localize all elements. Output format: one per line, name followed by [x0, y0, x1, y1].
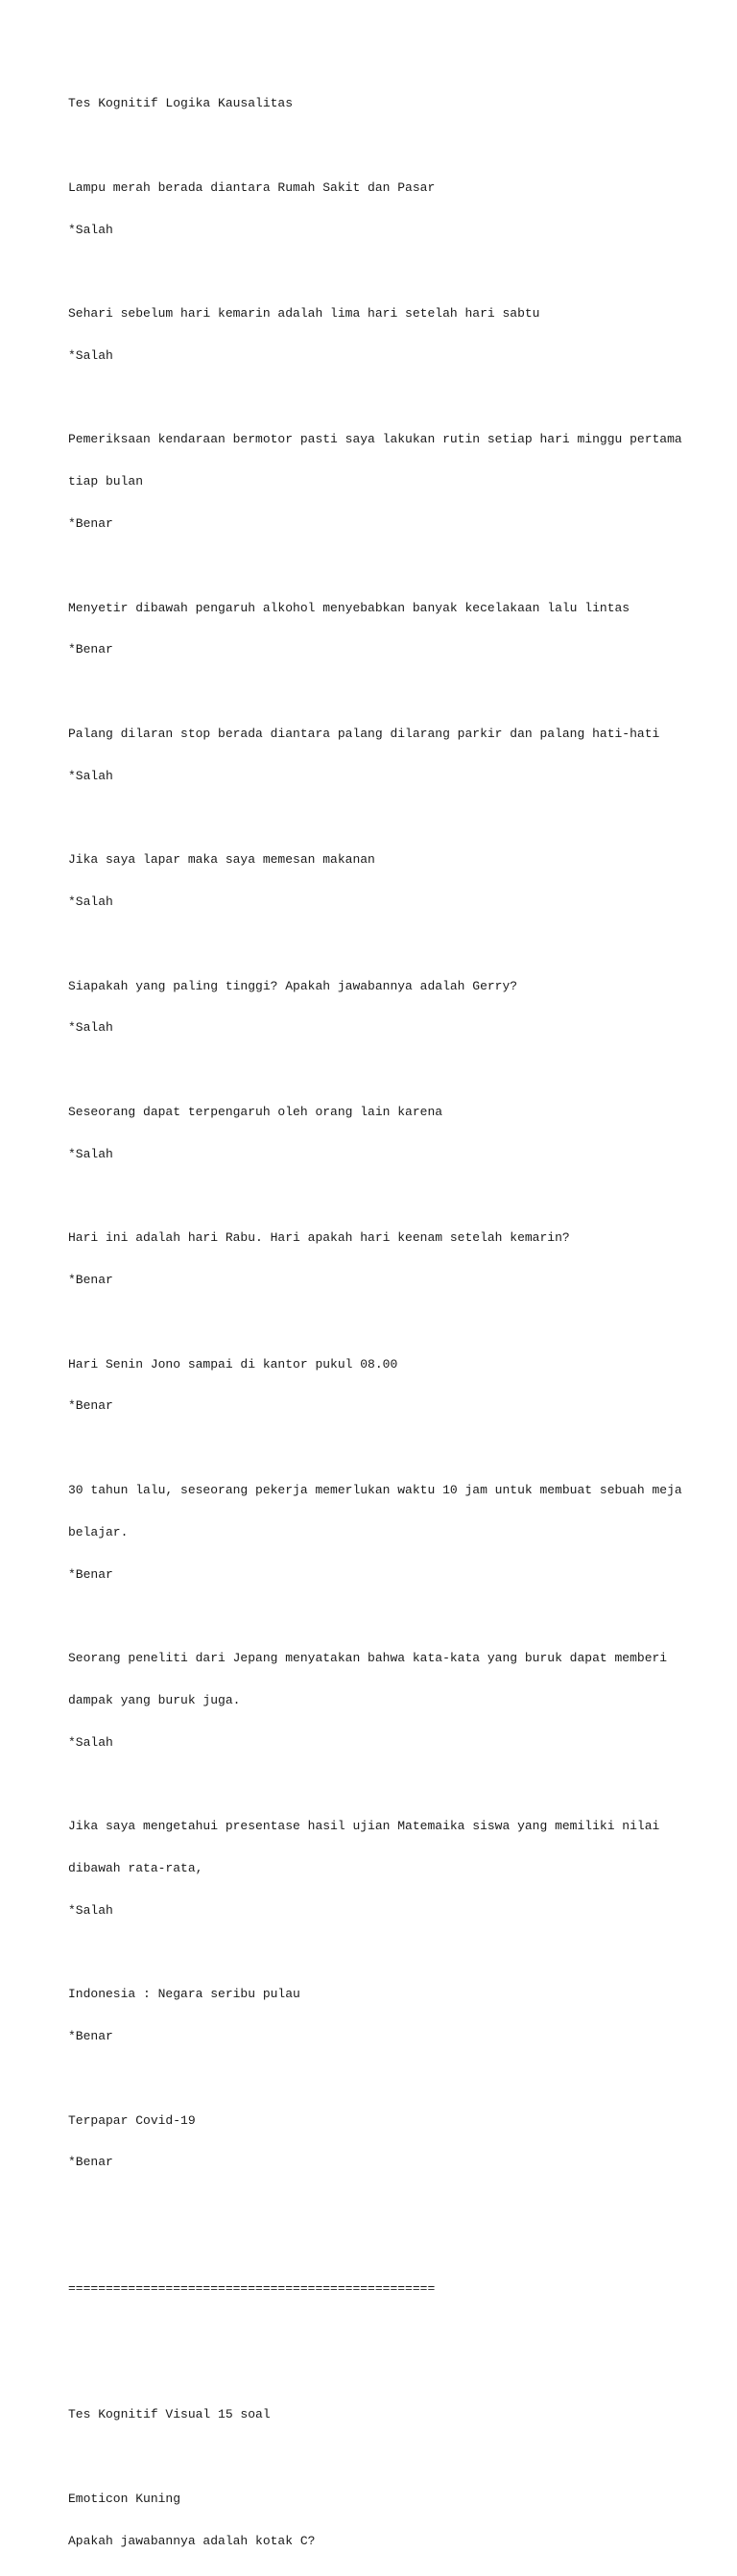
- answer-text: *Salah: [68, 894, 113, 910]
- blank-line: [68, 1610, 682, 1624]
- question-text: Menyetir dibawah pengaruh alkohol menyebabkan banyak kecelakaan lalu lintas: [68, 600, 630, 615]
- answer-text: *Benar: [68, 2155, 113, 2170]
- answer-text: *Benar: [68, 1566, 113, 1582]
- blank-line: [68, 392, 682, 406]
- blank-line: [68, 2325, 682, 2339]
- question-text: Jika saya mengetahui presentase hasil ujian Matemaika siswa yang memiliki nilai: [68, 1819, 660, 1834]
- question-text: Apakah jawabannya adalah kotak C?: [68, 2533, 316, 2548]
- answer-text: *Benar: [68, 516, 113, 531]
- answer-text: *Benar: [68, 1398, 113, 1414]
- question-text: Seorang peneliti dari Jepang menyatakan bahwa kata-kata yang buruk dapat memberi: [68, 1651, 668, 1666]
- question-text: Pemeriksaan kendaraan bermotor pasti saya lakukan rutin setiap hari minggu pertama: [68, 432, 682, 447]
- question-text: Sehari sebelum hari kemarin adalah lima hari setelah hari sabtu: [68, 306, 540, 322]
- blank-line: [68, 1442, 682, 1456]
- answer-text: *Salah: [68, 768, 113, 783]
- question-text: Jika saya lapar maka saya memesan makanan: [68, 852, 375, 868]
- question-text: Emoticon Kuning: [68, 2491, 181, 2506]
- blank-line: [68, 560, 682, 574]
- question-text: Siapakah yang paling tinggi? Apakah jawabannya adalah Gerry?: [68, 978, 518, 993]
- blank-line: [68, 1777, 682, 1792]
- blank-line: [68, 1063, 682, 1078]
- question-text: Terpapar Covid-19: [68, 2112, 196, 2128]
- section-title: Tes Kognitif Logika Kausalitas: [68, 96, 294, 111]
- blank-line: [68, 1946, 682, 1961]
- question-text: Seseorang dapat terpengaruh oleh orang lain karena: [68, 1104, 443, 1119]
- question-text: 30 tahun lalu, seseorang pekerja memerlukan waktu 10 jam untuk membuat sebuah meja: [68, 1482, 682, 1497]
- answer-text: *Salah: [68, 222, 113, 237]
- question-text-continued: belajar.: [68, 1524, 129, 1539]
- blank-line: [68, 265, 682, 279]
- blank-line: [68, 2072, 682, 2087]
- blank-line: [68, 2198, 682, 2212]
- answer-text: *Benar: [68, 2029, 113, 2044]
- document-text: [68, 69, 682, 2576]
- answer-text: *Salah: [68, 1734, 113, 1750]
- blank-line: [68, 938, 682, 952]
- answer-text: *Salah: [68, 1020, 113, 1036]
- question-text: Lampu merah berada diantara Rumah Sakit dan Pasar: [68, 179, 436, 195]
- blank-line: [68, 811, 682, 825]
- question-text-continued: tiap bulan: [68, 474, 144, 489]
- blank-line: [68, 685, 682, 700]
- question-text: Palang dilaran stop berada diantara palang dilarang parkir dan palang hati-hati: [68, 726, 660, 741]
- blank-line: [68, 139, 682, 154]
- answer-text: *Salah: [68, 1146, 113, 1161]
- answer-text: *Benar: [68, 1273, 113, 1288]
- section-title: Tes Kognitif Visual 15 soal: [68, 2407, 271, 2422]
- blank-line: [68, 1316, 682, 1330]
- question-text-continued: dampak yang buruk juga.: [68, 1692, 241, 1707]
- question-text: Hari ini adalah hari Rabu. Hari apakah hari keenam setelah kemarin?: [68, 1230, 570, 1246]
- section-divider: =================================================: [68, 2280, 436, 2296]
- answer-text: *Salah: [68, 1902, 113, 1918]
- blank-line: [68, 2450, 682, 2465]
- answer-text: *Salah: [68, 347, 113, 363]
- answer-text: *Benar: [68, 642, 113, 657]
- blank-line: [68, 2240, 682, 2254]
- question-text-continued: dibawah rata-rata,: [68, 1861, 203, 1875]
- blank-line: [68, 2366, 682, 2380]
- question-text: Hari Senin Jono sampai di kantor pukul 08.00: [68, 1356, 398, 1371]
- blank-line: [68, 1190, 682, 1205]
- question-text: Indonesia : Negara seribu pulau: [68, 1987, 300, 2002]
